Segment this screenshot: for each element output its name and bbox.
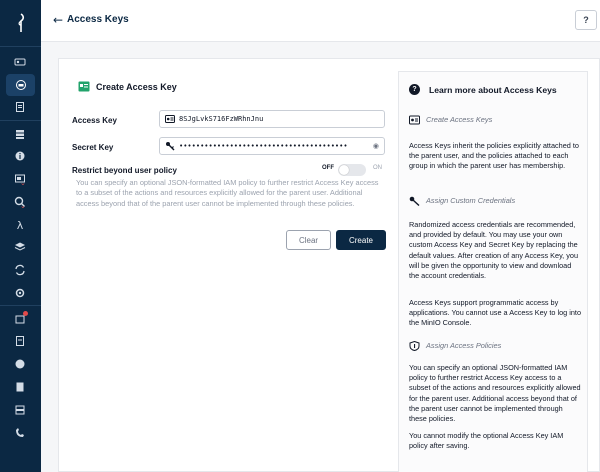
buckets-icon[interactable]: [11, 127, 29, 141]
help-section-title: Assign Custom Credentials: [426, 196, 516, 205]
show-password-icon[interactable]: ◉: [372, 143, 379, 150]
sidebar: [0, 0, 41, 472]
notifications-icon[interactable]: [11, 312, 29, 326]
settings-icon[interactable]: [11, 286, 29, 300]
servers-icon[interactable]: [11, 403, 29, 417]
lambda-icon[interactable]: λ: [16, 218, 24, 232]
form-title: Create Access Key: [96, 82, 177, 92]
health-icon[interactable]: [11, 357, 29, 371]
support-icon[interactable]: [11, 426, 29, 440]
help-section-title: Create Access Keys: [426, 115, 493, 124]
toggle-off-label: OFF: [322, 165, 334, 171]
sidebar-divider: [0, 46, 41, 47]
clear-button[interactable]: Clear: [286, 230, 331, 250]
help-circle-icon: ?: [409, 84, 420, 95]
info-icon[interactable]: [11, 149, 29, 163]
question-icon: ?: [583, 15, 589, 25]
sidebar-divider: [0, 120, 41, 121]
help-section-text: Access Keys support programmatic access by applications. You cannot use a Access Key to log into the MinIO Console.: [409, 298, 582, 328]
identity-icon[interactable]: [11, 55, 29, 69]
toggle-thumb[interactable]: [339, 165, 349, 175]
alert-dot: [23, 311, 28, 316]
search-logs-icon[interactable]: [11, 195, 29, 209]
restrict-policy-label: Restrict beyond user policy: [72, 166, 177, 175]
help-section-text: Randomized access credentials are recommended, and provided by default. You may use your own custom Access Key and Secret Key by replacing the default values. After creation of any Access Key, you will be given the opportunity to view and download the account credentials.: [409, 220, 579, 281]
policy-help-text: You can specify an optional JSON-formatted IAM policy to further restrict Access Key access to a subset of the actions and resources explicitly allowed for the parent user. Additional access beyond that of the parent user cannot be implemented through these policies.: [76, 178, 379, 208]
page-title[interactable]: Access Keys: [67, 14, 129, 25]
secret-key-input[interactable]: [179, 139, 369, 153]
shield-icon: [409, 341, 420, 351]
sidebar-divider: [0, 305, 41, 306]
help-section-text: You cannot modify the optional Access Key IAM policy after saving.: [409, 431, 564, 451]
help-button[interactable]: [575, 10, 597, 30]
help-title: Learn more about Access Keys: [429, 85, 557, 95]
access-key-label: Access Key: [72, 116, 117, 125]
access-key-input[interactable]: [179, 112, 369, 126]
create-access-key-card: [58, 58, 600, 472]
access-key-field[interactable]: [159, 110, 385, 128]
page-header: [41, 0, 600, 42]
back-arrow-icon[interactable]: ←: [53, 13, 64, 27]
help-section-text: You can specify an optional JSON-formatted IAM policy to further restrict Access Key access to a subset of the actions and resources explicitly allowed for the parent user. Additional access beyond that of the parent user cannot be implemented through these policies.: [409, 363, 581, 424]
toggle-on-label: ON: [373, 165, 382, 171]
monitoring-icon[interactable]: [11, 172, 29, 186]
access-keys-icon[interactable]: [6, 74, 35, 96]
chevron-down-icon: ⌄: [20, 202, 26, 210]
id-card-icon: [409, 115, 420, 125]
docs-icon[interactable]: [11, 380, 29, 394]
restrict-policy-toggle[interactable]: [322, 164, 386, 178]
key-icon: [165, 141, 175, 151]
help-panel: [398, 71, 588, 472]
help-section-text: Access Keys inherit the policies explicitly attached to the parent user, and the policies attached to each group in which the parent user has membership.: [409, 141, 579, 171]
access-key-card-icon: [78, 81, 90, 92]
tiers-icon[interactable]: [11, 240, 29, 254]
key-icon: [409, 196, 420, 206]
license-icon[interactable]: [11, 334, 29, 348]
help-section-title: Assign Access Policies: [426, 341, 502, 350]
create-button[interactable]: Create: [336, 230, 386, 250]
replication-icon[interactable]: [11, 263, 29, 277]
chevron-down-icon: ⌄: [20, 179, 26, 187]
document-icon[interactable]: [11, 100, 29, 114]
minio-logo[interactable]: [12, 12, 30, 34]
secret-key-label: Secret Key: [72, 143, 114, 152]
id-card-icon: [165, 114, 175, 124]
secret-key-field[interactable]: [159, 137, 385, 155]
